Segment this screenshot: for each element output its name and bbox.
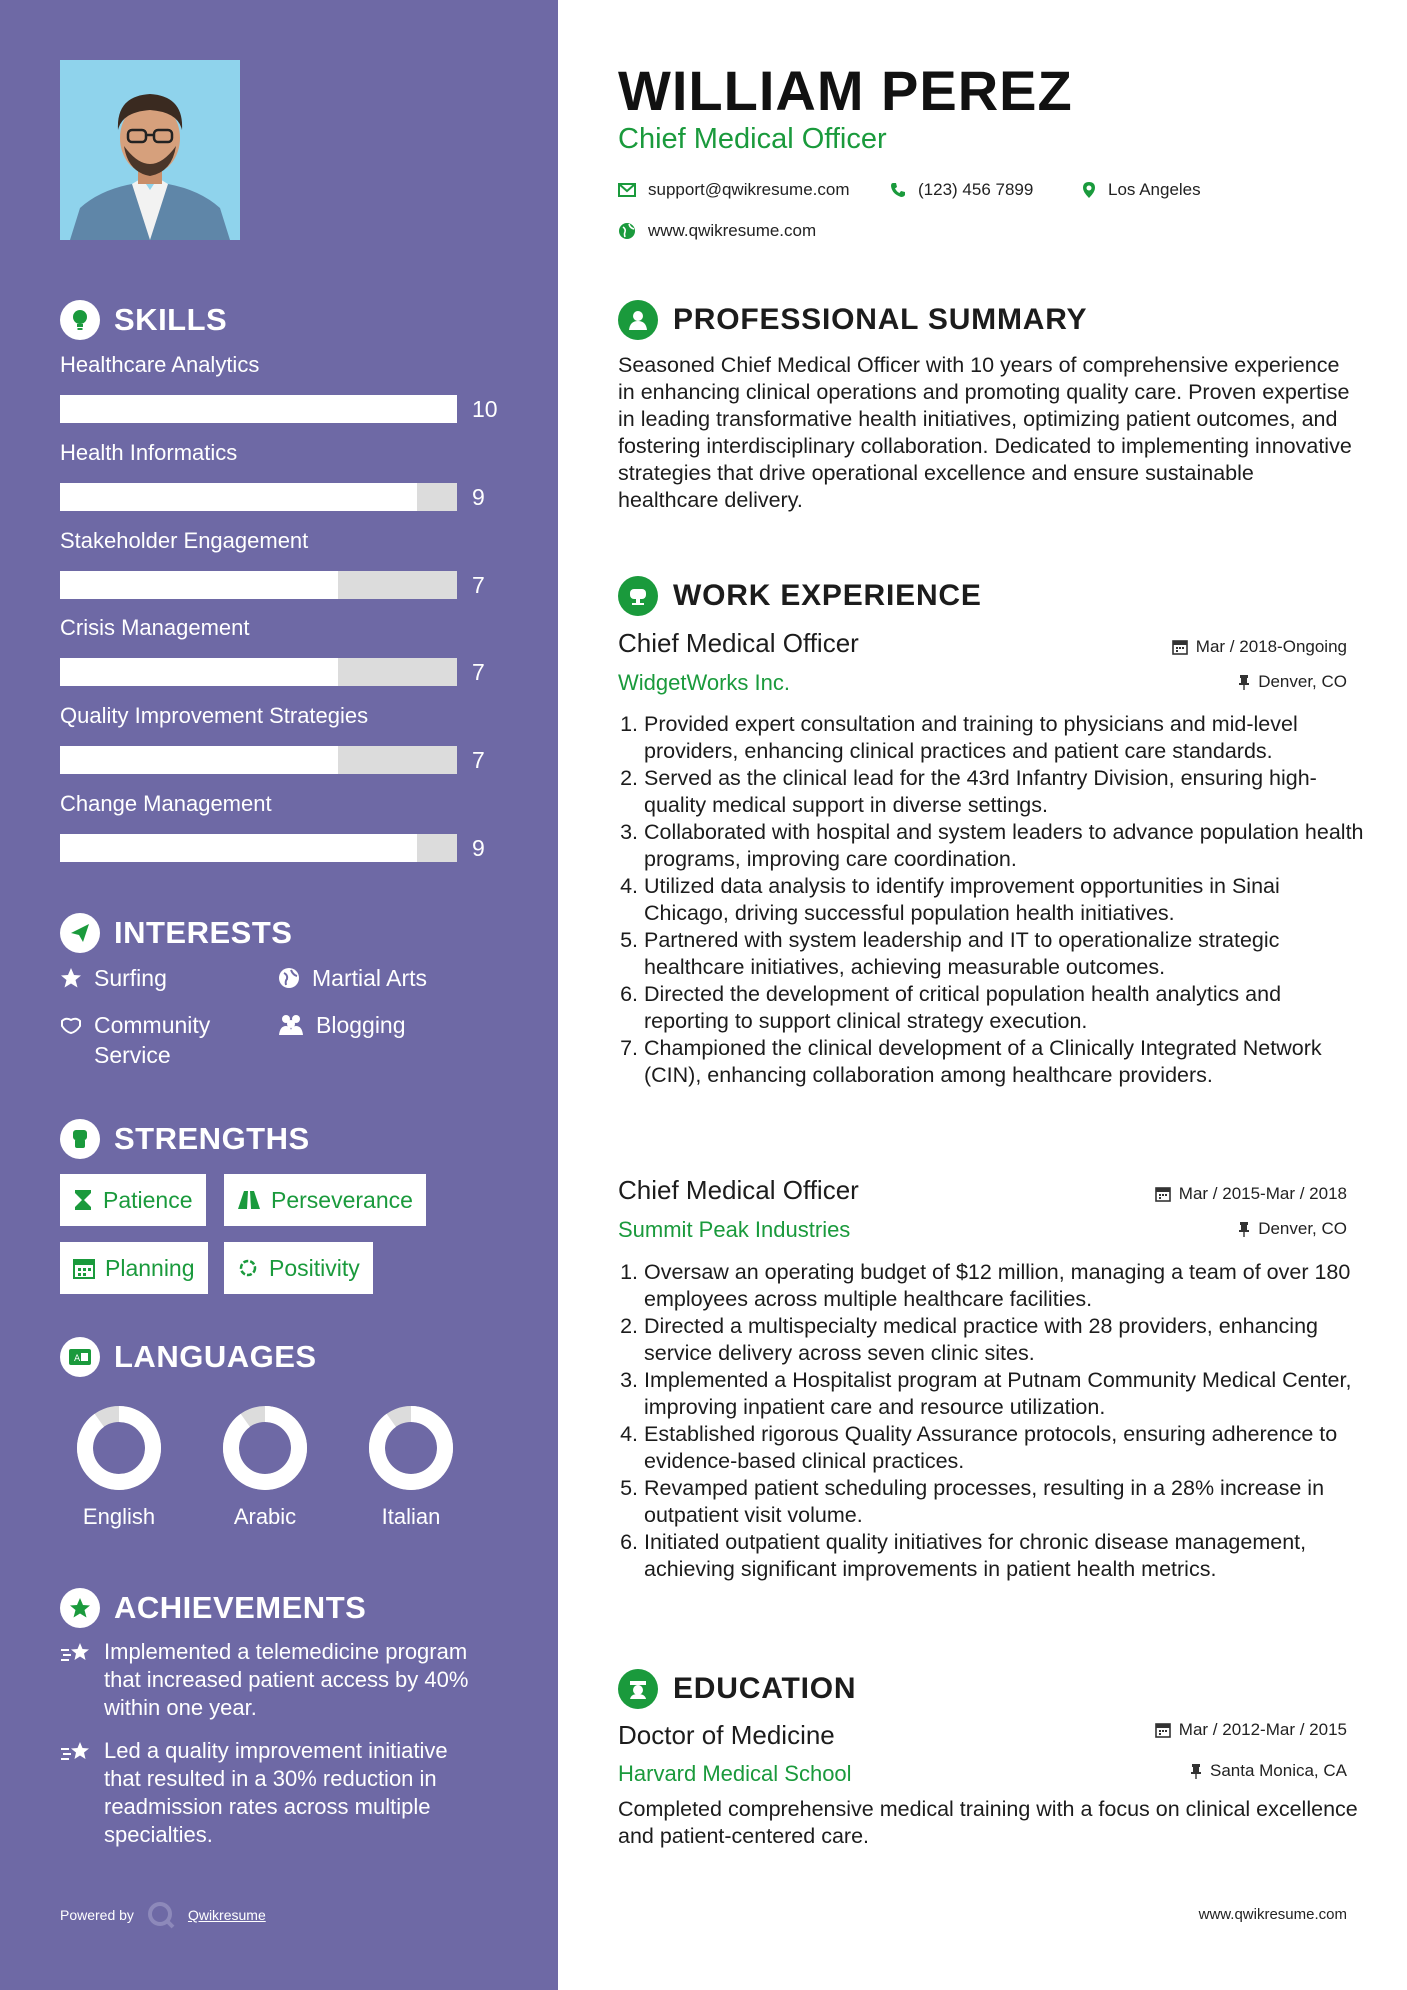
skill-row: [60, 703, 500, 773]
school-name: Harvard Medical School: [618, 1761, 852, 1786]
user-icon: [618, 300, 658, 340]
website-text: www.qwikresume.com: [648, 221, 817, 240]
language-donut-fill: [85, 1414, 153, 1482]
job-bullet: 2. Served as the clinical lead for the 43rd Infantry Division, ensuring high-quality medical support in diverse settings.: [620, 766, 1317, 817]
calendar-icon: [1172, 639, 1188, 655]
skill-label: Quality Improvement Strategies: [60, 703, 369, 728]
job-title: Chief Medical Officer: [618, 1175, 859, 1205]
skill-label: Stakeholder Engagement: [60, 528, 309, 553]
users-icon: [278, 1014, 304, 1036]
job-bullet: 7. Championed the clinical development of a Clinically Integrated Network (CIN), enhancing collaboration among healthcare providers.: [620, 1036, 1322, 1087]
skill-level: 7: [472, 659, 485, 685]
interest-label: Blogging: [316, 1012, 406, 1038]
email-text: support@qwikresume.com: [648, 180, 850, 199]
job-dates-text: Mar / 2018-Ongoing: [1195, 637, 1347, 656]
summary-text: Seasoned Chief Medical Officer with 10 years of comprehensive experience in enhancing clinical operations and promoting quality care. Proven expertise in leading transformative health initiatives, optimizing patient outcomes, and fostering interdisciplinary collaboration. Dedicated to implementing innovative strategies that drive operational excellence and ensure sustainable healthcare delivery.: [618, 353, 1352, 512]
job-bullet: 6. Directed the development of critical population health analytics and reporting to support clinical strategy execution.: [620, 982, 1282, 1033]
handshake-icon: [60, 1014, 82, 1036]
job-bullet: 1. Oversaw an operating budget of $12 million, managing a team of over 180 employees across multiple healthcare facilities.: [620, 1260, 1351, 1311]
footer-url[interactable]: www.qwikresume.com: [1198, 1906, 1347, 1923]
job-bullet: 5. Partnered with system leadership and IT to operationalize strategic healthcare initiatives, achieving measurable outcomes.: [620, 928, 1280, 979]
sun-icon: [237, 1257, 259, 1279]
language-item: [59, 1404, 179, 1530]
location-text: Los Angeles: [1108, 180, 1201, 199]
experience-title: WORK EXPERIENCE: [673, 579, 982, 612]
skill-row: [60, 352, 500, 422]
hourglass-icon: [73, 1189, 93, 1211]
languages-heading: [60, 1337, 317, 1377]
job-bullet: 6. Initiated outpatient quality initiatives for chronic disease management, achieving significant improvements in patient health metrics.: [620, 1530, 1307, 1581]
interests-heading: [60, 913, 292, 953]
job-bullet: 5. Revamped patient scheduling processes, resulting in a 28% increase in outpatient visit volume.: [620, 1476, 1325, 1527]
skill-bar: [60, 834, 457, 862]
qwikresume-link[interactable]: Qwikresume: [187, 1907, 266, 1923]
pin-icon: [1238, 674, 1250, 690]
graduation-cap-icon: [618, 1669, 658, 1709]
shooting-star-icon: [60, 1640, 92, 1666]
degree-title: Doctor of Medicine: [618, 1720, 835, 1750]
languages-title: LANGUAGES: [114, 1339, 317, 1374]
strength-tag: [224, 1174, 426, 1226]
paper-plane-icon: [60, 913, 100, 953]
achievement-item: [60, 1737, 490, 1849]
skill-bar-fill: [60, 483, 417, 511]
skill-level: 9: [472, 484, 485, 510]
skill-level: 10: [472, 396, 498, 422]
skill-bar-fill: [60, 834, 417, 862]
job-location: [1238, 1219, 1347, 1239]
interest-label: Surfing: [94, 965, 167, 991]
job-bullet: 1. Provided expert consultation and training to physicians and mid-level providers, enhancing clinical practices and patient care standards.: [620, 712, 1298, 763]
interest-label: Martial Arts: [312, 965, 428, 991]
skill-bar: [60, 483, 457, 511]
language-label: Arabic: [233, 1504, 297, 1529]
skill-level: 9: [472, 835, 485, 861]
achievements-title: ACHIEVEMENTS: [114, 1590, 367, 1625]
education-title: EDUCATION: [673, 1672, 857, 1705]
award-star-icon: [60, 1588, 100, 1628]
strength-label: Planning: [105, 1254, 195, 1281]
svg-text:A: A: [74, 1354, 81, 1364]
job-location-text: Denver, CO: [1258, 672, 1347, 691]
education-dates-text: Mar / 2012-Mar / 2015: [1178, 1720, 1347, 1739]
language-label: Italian: [381, 1504, 441, 1529]
interests-title: INTERESTS: [114, 915, 293, 950]
skill-bar-fill: [60, 746, 338, 774]
envelope-icon: [618, 183, 636, 197]
education-heading: [618, 1669, 856, 1709]
summary-heading: [618, 300, 1087, 340]
skill-bar-fill: [60, 571, 338, 599]
skill-row: [60, 615, 500, 685]
skills-title: SKILLS: [114, 302, 228, 337]
skill-row: [60, 440, 500, 510]
interest-item: [278, 963, 427, 993]
skill-label: Change Management: [60, 791, 272, 816]
contact-email[interactable]: [618, 180, 850, 200]
calendar-icon: [1155, 1186, 1171, 1202]
job-bullet: 2. Directed a multispecialty medical practice with 28 providers, enhancing service delivery across seven clinic sites.: [620, 1314, 1318, 1365]
skill-label: Healthcare Analytics: [60, 352, 260, 377]
skill-row: [60, 791, 500, 861]
job-bullet: 3. Collaborated with hospital and system leaders to advance population health programs, improving care coordination.: [620, 820, 1364, 871]
language-donut: [75, 1404, 163, 1492]
map-marker-icon: [1082, 181, 1096, 199]
fist-icon: [60, 1119, 100, 1159]
job-dates: [1172, 637, 1347, 657]
interest-label: Community Service: [94, 1012, 211, 1068]
skill-bar: [60, 571, 457, 599]
job-title: Chief Medical Officer: [618, 628, 859, 658]
language-label: English: [82, 1504, 156, 1529]
calendar-icon: [73, 1257, 95, 1279]
language-icon: [60, 1337, 100, 1377]
job-bullet: 4. Utilized data analysis to identify improvement opportunities in Sinai Chicago, driving successful population health initiatives.: [620, 874, 1280, 925]
company-name: WidgetWorks Inc.: [618, 670, 790, 695]
skill-row: [60, 528, 500, 598]
strength-tag: [60, 1242, 208, 1294]
skills-heading: [60, 300, 227, 340]
skill-bar: [60, 395, 457, 423]
pin-icon: [1190, 1763, 1202, 1779]
interest-item: [60, 963, 167, 993]
strength-label: Positivity: [269, 1254, 360, 1281]
company-name: Summit Peak Industries: [618, 1217, 851, 1242]
achievement-text: Implemented a telemedicine program that increased patient access by 40% within one year.: [104, 1639, 469, 1720]
achievements-heading: [60, 1588, 366, 1628]
language-donut: [221, 1404, 309, 1492]
shooting-star-icon: [60, 1739, 92, 1765]
language-donut-fill: [231, 1414, 299, 1482]
skill-bar-fill: [60, 395, 457, 423]
candidate-role: Chief Medical Officer: [618, 123, 887, 155]
job-location: [1238, 672, 1347, 692]
briefcase-icon: [618, 576, 658, 616]
skill-bar-fill: [60, 658, 338, 686]
skill-label: Crisis Management: [60, 615, 250, 640]
experience-heading: [618, 576, 982, 616]
pin-icon: [1238, 1221, 1250, 1237]
lightbulb-icon: [60, 300, 100, 340]
achievement-item: [60, 1638, 490, 1722]
phone-icon: [890, 182, 906, 198]
interest-item: [278, 1010, 406, 1040]
language-donut: [367, 1404, 455, 1492]
powered-by: [60, 1900, 266, 1930]
candidate-name: WILLIAM PEREZ: [618, 59, 1073, 122]
education-description: Completed comprehensive medical training with a focus on clinical excellence and patient-centered care.: [618, 1797, 1358, 1848]
skill-bar: [60, 658, 457, 686]
strength-label: Patience: [103, 1186, 193, 1213]
language-item: [351, 1404, 471, 1530]
star-icon: [60, 967, 82, 989]
interest-item: [60, 1010, 240, 1070]
powered-prefix: Powered by: [60, 1907, 134, 1923]
strengths-title: STRENGTHS: [114, 1121, 310, 1156]
road-icon: [237, 1190, 261, 1210]
job-bullet: 3. Implemented a Hospitalist program at Putnam Community Medical Center, improving inpatient care and resource utilization.: [620, 1368, 1352, 1419]
strength-tag: [60, 1174, 206, 1226]
skill-bar: [60, 746, 457, 774]
contact-phone[interactable]: [890, 180, 1033, 200]
job-bullet: 4. Established rigorous Quality Assurance protocols, ensuring adherence to evidence-based clinical practices.: [620, 1422, 1338, 1473]
contact-website[interactable]: [618, 221, 816, 241]
main-content: [558, 0, 1407, 1990]
skill-label: Health Informatics: [60, 440, 238, 465]
job-dates: [1155, 1184, 1347, 1204]
achievement-text: Led a quality improvement initiative that resulted in a 30% reduction in readmission rates across multiple specialties.: [104, 1738, 448, 1847]
globe-icon: [618, 222, 636, 240]
education-dates: [1155, 1720, 1347, 1740]
strength-tag: [224, 1242, 373, 1294]
qwikresume-logo-icon: [146, 1900, 176, 1930]
language-donut-fill: [377, 1414, 445, 1482]
strength-label: Perseverance: [271, 1186, 413, 1213]
job-location-text: Denver, CO: [1258, 1219, 1347, 1238]
job-bullets: [618, 711, 1368, 1089]
summary-title: PROFESSIONAL SUMMARY: [673, 303, 1088, 336]
profile-photo: [60, 60, 240, 240]
globe-icon: [278, 967, 300, 989]
calendar-icon: [1155, 1722, 1171, 1738]
sidebar: [0, 0, 558, 1990]
job-dates-text: Mar / 2015-Mar / 2018: [1178, 1184, 1347, 1203]
skill-level: 7: [472, 572, 485, 598]
education-location-text: Santa Monica, CA: [1209, 1761, 1347, 1780]
language-item: [205, 1404, 325, 1530]
job-bullets: [618, 1259, 1368, 1583]
phone-text: (123) 456 7899: [918, 180, 1034, 199]
education-location: [1190, 1761, 1347, 1781]
skill-level: 7: [472, 747, 485, 773]
strengths-heading: [60, 1119, 310, 1159]
contact-location: [1082, 180, 1201, 200]
